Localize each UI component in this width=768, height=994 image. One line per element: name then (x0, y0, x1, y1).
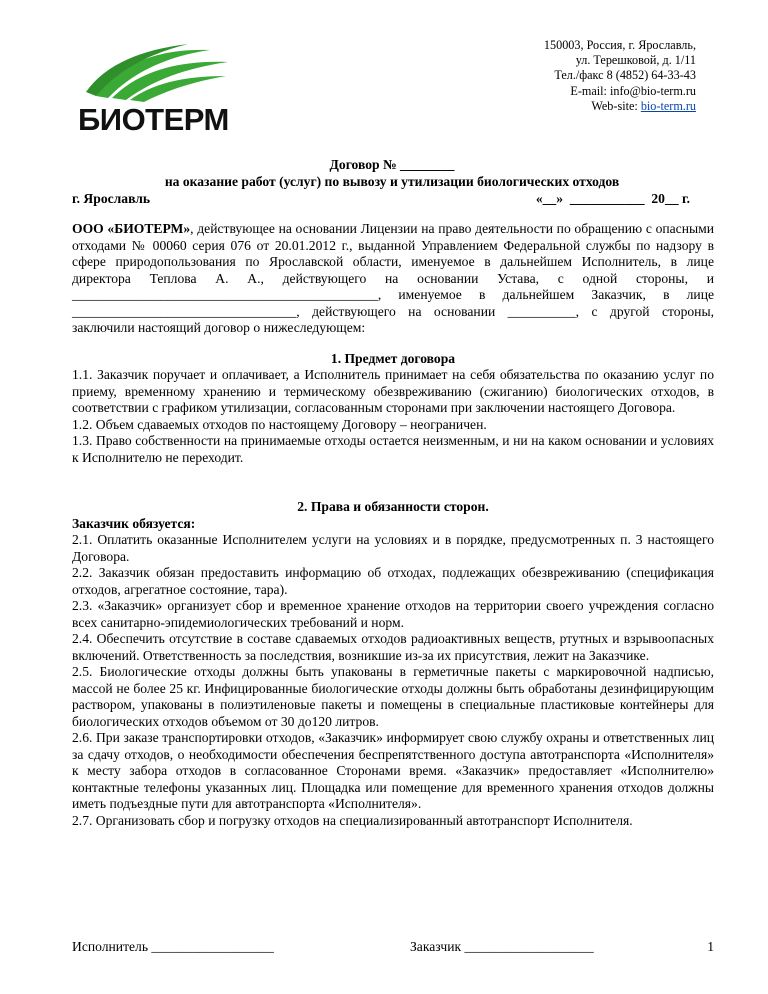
section-1-title: 1. Предмет договора (330, 350, 456, 366)
contract-body (72, 221, 714, 829)
website-link[interactable]: bio-term.ru (640, 98, 696, 113)
section-2-title: 2. Права и обязанности сторон. (297, 499, 489, 514)
clause-2-6: 2.6. При заказе транспортировки отходов, «Заказчик» информирует свою службу охраны и ответственных лиц за сдачу отходов, о необходимости обеспечения беспрепятственного доступа автотранспорта «Исполнителя» к месту забора отходов в согласованное Сторонами время. «Заказчик» предоставляет «Исполнителю» контактные телефоны указанных лиц. Площадка или помещение для временного хранения отходов должны иметь подъездные пути для автотранспорта «Исполнителя». (72, 730, 714, 811)
preamble-text: , действующее на основании Лицензии на право деятельности по обращению с опасными отходами № 00060 серия 076 от 20.01.2012 г., выданной Управлением Федеральной службы по надзору в сфере природопользования по Ярославской области, именуемое в дальнейшем Исполнитель, в лице директора Теплова А. А., действующего на основании Устава, с одной стороны, и _____________________________________________, именуемое в дальнейшем Заказчик, в лице _________________________________, действующего на основании __________, с другой стороны, заключили настоящий договор о нижеследующем: (72, 221, 715, 335)
clause-2-7: 2.7. Организовать сбор и погрузку отходов на специализированный автотранспорт Исполнителя. (72, 812, 633, 828)
email-line: E-mail: info@bio-term.ru (570, 83, 696, 98)
clause-2-1: 2.1. Оплатить оказанные Исполнителем услуги на условиях и в порядке, предусмотренных п. 3 настоящего Договора. (72, 532, 714, 564)
biotherm-logo (78, 44, 238, 136)
company-address (396, 38, 696, 114)
clause-2-2: 2.2. Заказчик обязан предоставить информацию об отходах, подлежащих обезвреживанию (спецификация отходов, агрегатное состояние, тара). (72, 565, 714, 597)
phone-line: Тел./факс 8 (4852) 64-33-43 (554, 68, 696, 83)
org-name: ООО «БИОТЕРМ» (72, 221, 191, 236)
clause-1-3: 1.3. Право собственности на принимаемые отходы остается неизменным, и ни на каком основании и условиях к Исполнителю не переходит. (72, 433, 714, 465)
contract-title (72, 156, 712, 207)
clause-2-4: 2.4. Обеспечить отсутствие в составе сдаваемых отходов радиоактивных веществ, ртутных и взрывоопасных включений. Ответственность за последствия, возникшие из-за их присутствия, лежит на Заказчике. (72, 631, 714, 663)
website-line: Web-site: bio-term.ru (591, 98, 696, 113)
clause-1-2: 1.2. Объем сдаваемых отходов по настоящему Договору – неограничен. (72, 416, 487, 432)
customer-obligations-heading: Заказчик обязуется: (72, 515, 196, 531)
customer-signature: Заказчик ___________________ (410, 939, 594, 954)
address-line: ул. Терешковой, д. 1/11 (575, 53, 696, 68)
address-line: 150003, Россия, г. Ярославль, (543, 38, 696, 52)
clause-1-1: 1.1. Заказчик поручает и оплачивает, а Исполнитель принимает на себя обязательства по оказанию услуг по приему, временному хранению и термическому обезвреживанию (сжиганию) биологических отходов, в соответствии с графиком утилизации, согласованным сторонами при заключении настоящего Договора. (72, 367, 714, 415)
city-date-row (72, 190, 712, 207)
page-number: 1 (707, 939, 714, 954)
clause-2-5: 2.5. Биологические отходы должны быть упакованы в герметичные пакеты с маркировочной надписью, массой не более 25 кг. Инфицированные биологические отходы должны быть обработаны дезинфицирующим раствором, упакованы в полиэтиленовые пакеты и помещены в специальные пластиковые контейнеры для биологических отходов объемом от 30 до120 литров. (72, 664, 714, 729)
executor-signature: Исполнитель __________________ (72, 939, 274, 954)
contract-subject: на оказание работ (услуг) по вывозу и утилизации биологических отходов (164, 174, 620, 189)
logo-wordmark: БИОТЕРМ (78, 102, 229, 137)
preamble (72, 221, 714, 337)
contract-number: Договор № ________ (329, 157, 455, 172)
clause-2-3: 2.3. «Заказчик» организует сбор и временное хранение отходов на территории своего учреждения согласно всех санитарно-эпидемиологических требований и норм. (72, 598, 714, 630)
leaf-logo-icon (78, 44, 238, 104)
contract-date: «__» ___________ 20__ г. (535, 191, 690, 206)
contract-city: г. Ярославль (72, 191, 151, 206)
